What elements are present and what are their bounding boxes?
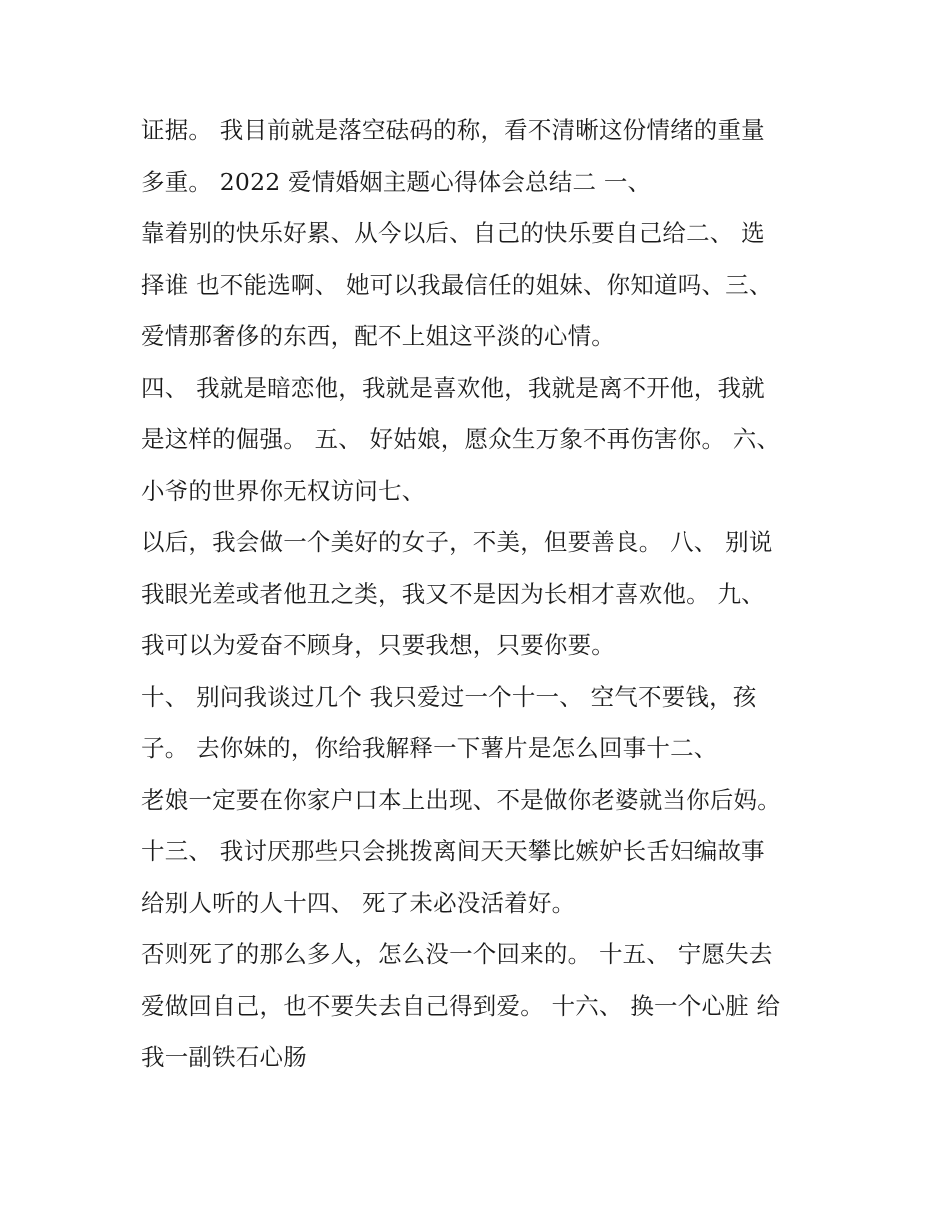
text-line: 以后，我会做一个美好的女子，不美，但要善良。 八、 别说 xyxy=(141,528,773,556)
text-line: 靠着别的快乐好累、从今以后、自己的快乐要自己给二、 选 xyxy=(141,219,765,247)
text-line: 爱做回自己，也不要失去自己得到爱。 十六、 换一个心脏 给 xyxy=(141,991,781,1020)
text-line: 给别人听的人十四、 死了未必没活着好。 xyxy=(141,888,576,917)
text-line: 我可以为爱奋不顾身，只要我想，只要你要。 xyxy=(141,631,615,659)
text-line: 择谁 也不能选啊、 她可以我最信任的姐妹、你知道吗、三、 xyxy=(141,270,773,299)
text-line: 是这样的倔强。 五、 好姑娘，愿众生万象不再伤害你。 六、 xyxy=(141,425,781,453)
text-line: 十三、 我讨厌那些只会挑拨离间天天攀比嫉妒长舌妇编故事 xyxy=(141,837,765,865)
text-line: 老娘一定要在你家户口本上出现、不是做你老婆就当你后妈。 xyxy=(141,785,781,814)
text-line: 否则死了的那么多人，怎么没一个回来的。 十五、 宁愿失去 xyxy=(141,940,773,968)
text-line: 爱情那奢侈的东西，配不上姐这平淡的心情。 xyxy=(141,322,615,350)
text-line: 证据。 我目前就是落空砝码的称，看不清晰这份情绪的重量 xyxy=(141,116,765,144)
text-line: 我一副铁石心肠 xyxy=(141,1043,307,1071)
body-text xyxy=(141,108,821,1087)
text-line: 小爷的世界你无权访问七、 xyxy=(141,476,426,505)
text-line: 多重。 2022 爱情婚姻主题心得体会总结二 一、 xyxy=(141,167,652,196)
text-line: 子。 去你妹的，你给我解释一下薯片是怎么回事十二、 xyxy=(141,734,718,762)
text-line: 我眼光差或者他丑之类，我又不是因为长相才喜欢他。 九、 xyxy=(141,579,765,608)
text-line: 十、 别问我谈过几个 我只爱过一个十一、 空气不要钱，孩 xyxy=(141,682,757,711)
text-line: 四、 我就是暗恋他，我就是喜欢他，我就是离不开他，我就 xyxy=(141,373,765,402)
